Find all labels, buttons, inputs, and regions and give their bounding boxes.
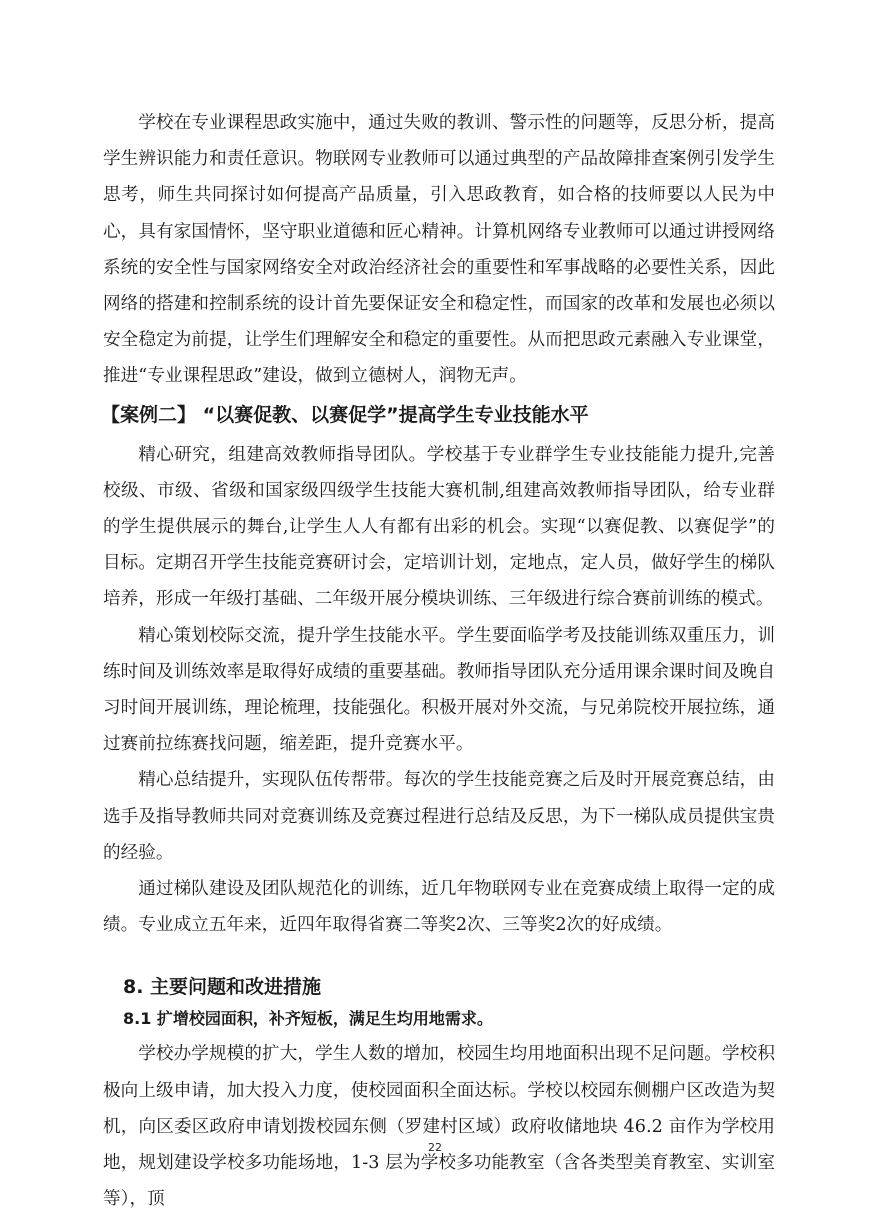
page-number: 22 (428, 1141, 442, 1154)
subsection-8-1-heading: 8.1 扩增校园面积，补齐短板，满足生均用地需求。 (123, 1009, 493, 1029)
body-paragraph: 学校在专业课程思政实施中，通过失败的教训、警示性的问题等，反思分析，提高学生辨识能力和责任意识。物联网专业教师可以通过典型的产品故障排查案例引发学生思考，师生共同探讨如何提高产品质量，引入思政教育，如合格的技师要以人民为中心，具有家国情怀，坚守职业道德和匠心精神。计算机网络专业教师可以通过讲授网络系统的安全性与国家网络安全对政治经济社会的重要性和军事战略的必要性关系，因此网络的搭建和控制系统的设计首先要保证安全和稳定性，而国家的改革和发展也必须以安全稳定为前提，让学生们理解安全和稳定的重要性。从而把思政元素融入专业课堂，推进“专业课程思政”建设，做到立德树人，润物无声。 (103, 113, 775, 387)
body-paragraph: 学校办学规模的扩大，学生人数的增加，校园生均用地面积出现不足问题。学校积极向上级申请，加大投入力度，使校园面积全面达标。学校以校园东侧棚户区改造为契机，向区委区政府申请划拨校园东侧（罗建村区域）政府收储地块 46.2 亩作为学校用地，规划建设学校多功能场地，1-3 层为学校多功能教室（含各类型美育教室、实训室等），顶 (103, 1044, 775, 1210)
page-body (103, 105, 775, 1217)
body-paragraph: 精心研究，组建高效教师指导团队。学校基于专业群学生专业技能能力提升,完善校级、市级、省级和国家级四级学生技能大赛机制,组建高效教师指导团队，给专业群的学生提供展示的舞台,让学生人人有都有出彩的机会。实现“以赛促教、以赛促学”的目标。定期召开学生技能竞赛研讨会，定培训计划，定地点，定人员，做好学生的梯队培养，形成一年级打基础、二年级开展分模块训练、三年级进行综合赛前训练的模式。 (103, 444, 775, 610)
section-8-heading: 8. 主要问题和改进措施 (123, 976, 322, 999)
body-paragraph: 精心总结提升，实现队伍传帮带。每次的学生技能竞赛之后及时开展竞赛总结，由选手及指导教师共同对竞赛训练及竞赛过程进行总结及反思，为下一梯队成员提供宝贵的经验。 (103, 770, 775, 863)
body-paragraph: 精心策划校际交流，提升学生技能水平。学生要面临学考及技能训练双重压力，训练时间及训练效率是取得好成绩的重要基础。教师指导团队充分适用课余课时间及晚自习时间开展训练，理论梳理，技能强化。积极开展对外交流，与兄弟院校开展拉练，通过赛前拉练赛找问题，缩差距，提升竞赛水平。 (103, 625, 775, 755)
case-two-heading: 【案例二】 “以赛促教、以赛促学”提高学生专业技能水平 (101, 403, 589, 426)
body-paragraph: 通过梯队建设及团队规范化的训练，近几年物联网专业在竞赛成绩上取得一定的成绩。专业成立五年来，近四年取得省赛二等奖2次、三等奖2次的好成绩。 (103, 879, 775, 936)
